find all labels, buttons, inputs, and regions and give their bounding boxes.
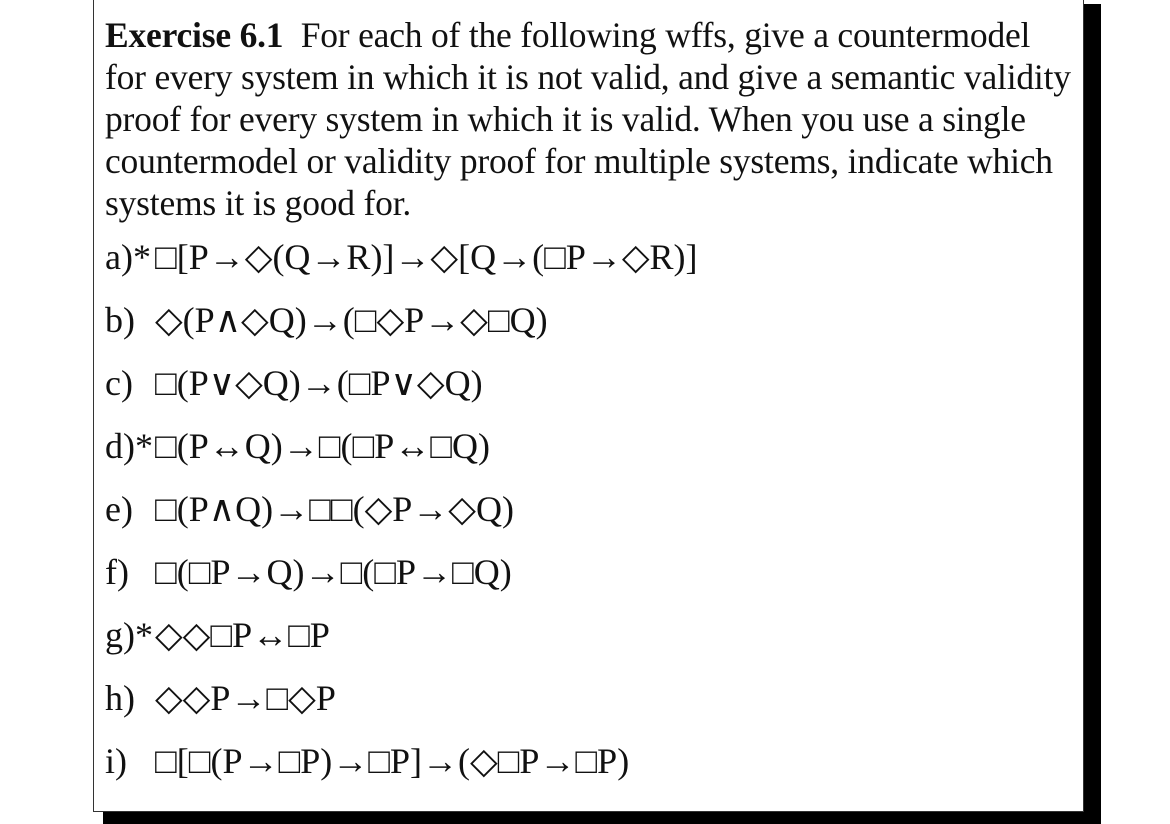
item-formula: □(P∨◇Q)→(□P∨◇Q) (155, 363, 483, 403)
item-formula: □[P→◇(Q→R)]→◇[Q→(□P→◇R)] (155, 237, 698, 277)
exercise-heading: Exercise 6.1 (105, 15, 284, 55)
exercise-item-c (105, 362, 1085, 425)
exercise-item-h (105, 677, 1085, 740)
exercise-intro (105, 14, 1085, 224)
exercise-item-g (105, 614, 1085, 677)
item-formula: ◇◇P→□◇P (155, 678, 336, 718)
intro-line-3: proof for every system in which it is valid. When you use a single (105, 99, 1026, 139)
exercise-item-b (105, 299, 1085, 362)
item-label: h) (105, 678, 135, 718)
exercise-item-a (105, 236, 1085, 299)
exercise-item-f (105, 551, 1085, 614)
item-formula: □[□(P→□P)→□P]→(◇□P→□P) (155, 741, 630, 781)
item-formula: □(□P→Q)→□(□P→□Q) (155, 552, 512, 592)
item-formula: ◇(P∧◇Q)→(□◇P→◇□Q) (155, 300, 548, 340)
exercise-items (105, 236, 1085, 803)
item-label: b) (105, 300, 135, 340)
item-label: c) (105, 363, 133, 403)
item-label: f) (105, 552, 129, 592)
item-label: a)* (105, 237, 151, 277)
intro-line-5: systems it is good for. (105, 183, 412, 223)
item-label: g)* (105, 615, 153, 655)
intro-line-2: for every system in which it is not valid, and give a semantic validity (105, 57, 1071, 97)
exercise-item-d (105, 425, 1085, 488)
item-label: i) (105, 741, 127, 781)
exercise-content (105, 14, 1085, 803)
intro-line-4: countermodel or validity proof for multiple systems, indicate which (105, 141, 1053, 181)
item-formula: ◇◇□P↔□P (155, 615, 330, 655)
exercise-item-e (105, 488, 1085, 551)
intro-line-1: For each of the following wffs, give a countermodel (300, 15, 1031, 55)
item-label: d)* (105, 426, 153, 466)
exercise-item-i (105, 740, 1085, 803)
item-formula: □(P↔Q)→□(□P↔□Q) (155, 426, 490, 466)
item-formula: □(P∧Q)→□□(◇P→◇Q) (155, 489, 514, 529)
item-label: e) (105, 489, 133, 529)
